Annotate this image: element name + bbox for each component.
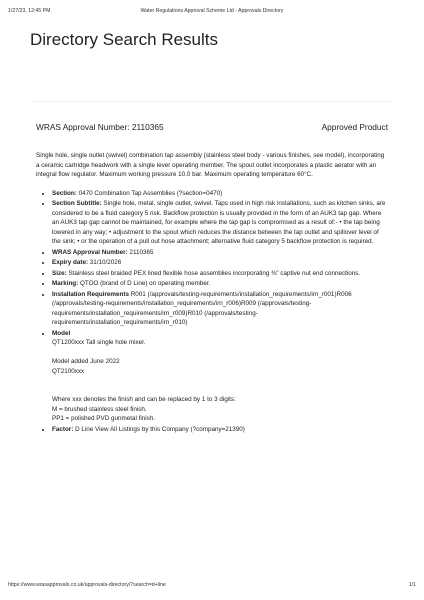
detail-value: Stainless steel braided PEX lined flexible hose assemblies incorporating ⅜" captive nut end connections.: [66, 269, 361, 277]
print-page-title: Water Regulations Approval Scheme Ltd - Approvals Directory: [140, 8, 284, 14]
detail-value: Single hole, metal, single outlet, swivel. Taps used in high risk installations, such as kitchen sinks, are considered to be a fluid category 5 risk. Backflow protection is usually provided in the form of an AUK3 tap gap. Where an AUK3 tap gap cannot be maintained, for example where the tap gap is compromised as a result of:- • the tap being lowered in any way; • adjustment to the spout which reduces the distance between the tap outlet and spillover level of the sink; • or the operation of a pull out hose attachment; alternative fluid category 5 backflow protection is required.: [52, 200, 386, 245]
print-header: [8, 8, 416, 18]
print-datetime: 1/27/23, 12:45 PM: [8, 8, 51, 14]
detail-wras-number: [52, 248, 388, 258]
details-list: [36, 189, 388, 435]
page-number: 1/1: [408, 582, 416, 588]
detail-value: QTOO (brand of D Line) on operating member.: [78, 280, 211, 287]
detail-value: 31/10/2026: [88, 259, 122, 266]
product-description: Single hole, single outlet (swivel) combination tap assembly (stainless steel body - various finishes, see model), incorporating a ceramic cartridge headwork with a single lever operating member. The spout outlet incorporates a plastic aerator with an integral flow regulator. Maximum working pressure 10.0 bar. Maximum operating temperature 60°C.: [36, 152, 385, 178]
detail-label: Installation Requirements: [52, 290, 129, 298]
section-link[interactable]: 0470 Combination Tap Assemblies (?section=0470): [76, 189, 223, 197]
factor-link[interactable]: D Line View All Listings by this Company (?company=21390): [73, 425, 245, 433]
detail-value: 2110365: [127, 248, 154, 256]
spacer: [52, 348, 388, 358]
model-line: M = brushed stainless steel finish.: [52, 405, 147, 413]
detail-section: [52, 189, 388, 199]
model-line: QT2100xxx: [52, 367, 85, 375]
print-url: https://www.wrasapprovals.co.uk/approvals-directory/?search=d+line: [8, 582, 166, 588]
detail-installation: [52, 290, 388, 328]
detail-model: [52, 329, 388, 424]
detail-label: Section:: [52, 189, 77, 197]
detail-marking: [52, 279, 388, 289]
detail-expiry: [52, 258, 388, 268]
detail-label: Section Subtitle:: [52, 200, 102, 207]
detail-section-subtitle: [52, 199, 388, 247]
detail-label: WRAS Approval Number:: [52, 248, 128, 256]
detail-label: Size:: [52, 269, 67, 277]
detail-factor: [52, 425, 388, 435]
detail-size: [52, 269, 388, 279]
detail-label: Marking:: [52, 280, 79, 287]
divider: [30, 101, 394, 102]
approval-status: Approved Product: [321, 122, 388, 132]
detail-label: • Model: [52, 329, 71, 337]
page-title: Directory Search Results: [30, 30, 219, 49]
detail-label: Factor:: [52, 425, 74, 433]
print-footer: [8, 582, 416, 588]
installation-links[interactable]: R001 (/approvals/testing-requirements/installation_requirements/irn_r001)R006 (/approvals/testing-requirements/installation_requirements/irn_r006)R009 (/approvals/testing-requirements/installation_requirements/irn_r009)R010 (/approvals/testing-requirements/installation_requirements/irn_r010): [52, 290, 352, 326]
approval-number: WRAS Approval Number: 2110365: [36, 122, 164, 132]
model-line: Model added June 2022: [52, 358, 120, 365]
product-details: [36, 151, 388, 435]
detail-label: Expiry date:: [52, 259, 89, 266]
approval-header: [36, 122, 388, 132]
model-line: QT1200xxx Tall single hole mixer.: [52, 339, 146, 346]
spacer: [52, 376, 388, 395]
model-line: PP1 = polished PVD gunmetal finish.: [52, 415, 156, 422]
model-line: Where xxx denotes the finish and can be replaced by 1 to 3 digits:: [52, 396, 236, 403]
